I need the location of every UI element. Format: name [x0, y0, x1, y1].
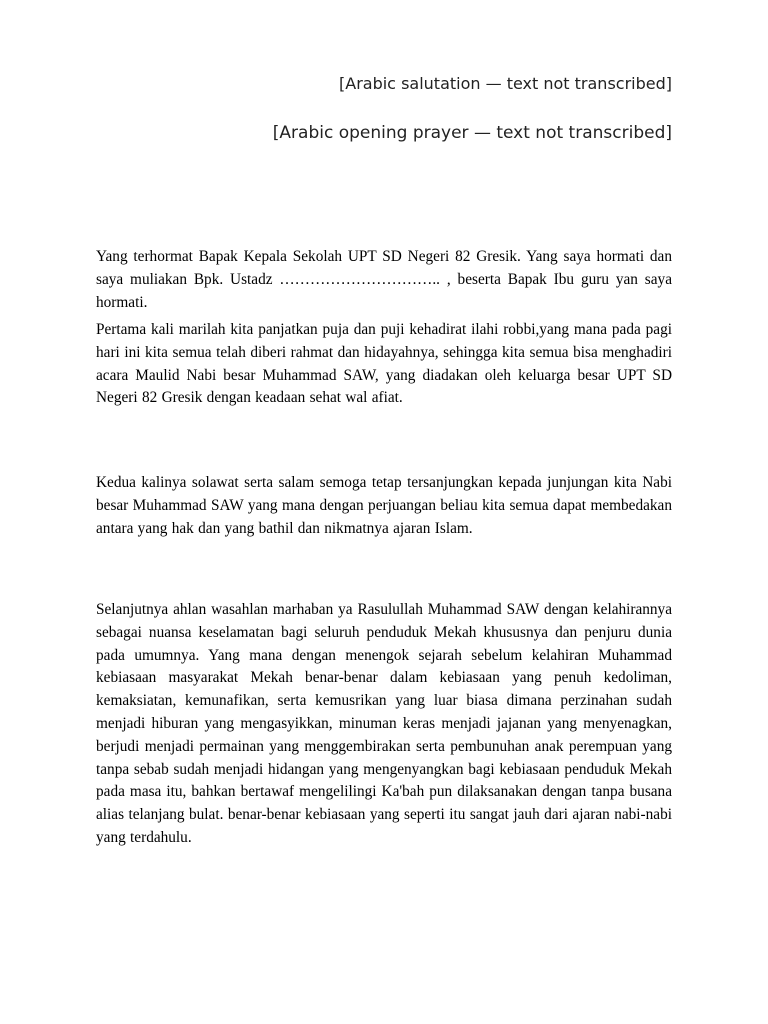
- salutation-paragraph: [96, 246, 672, 314]
- paragraph-text: Pertama kali marilah kita panjatkan puja dan puji kehadirat ilahi robbi,yang mana pada pagi hari ini kita semua telah diberi rahmat dan hidayahnya, sehingga kita semua bisa menghadiri acara Maulid Nabi besar Muhammad SAW, yang diadakan oleh keluarga besar UPT SD Negeri 82 Gresik dengan keadaan sehat wal afiat.: [96, 321, 672, 407]
- arabic-opening-prayer: [Arabic opening prayer — text not transcribed]: [272, 123, 672, 143]
- third-paragraph: [96, 599, 672, 850]
- arabic-greeting: [Arabic salutation — text not transcribed]: [339, 74, 672, 93]
- first-paragraph: [96, 319, 672, 410]
- paragraph-text: Selanjutnya ahlan wasahlan marhaban ya Rasulullah Muhammad SAW dengan kelahirannya sebagai nuansa keselamatan bagi seluruh penduduk Mekah khususnya dan penjuru dunia pada umumnya. Yang mana dengan menengok sejarah sebelum kelahiran Muhammad kebiasaan masyarakat Mekah benar-benar dalam kebiasaan yang penuh kedoliman, kemaksiatan, kemunafikan, serta kemusrikan yang luar biasa dimana perzinahan sudah menjadi hiburan yang mengasyikkan, minuman keras menjadi jajanan yang menyenagkan, berjudi menjadi permainan yang menggembirakan serta pembunuhan anak perempuan yang tanpa sebab sudah menjadi hidangan yang mengenyangkan bagi kebiasaan penduduk Mekah pada masa itu, bahkan bertawaf mengelilingi Ka'bah pun dilaksanakan dengan tanpa busana alias telanjang bulat. benar-benar kebiasaan yang seperti itu sangat jauh dari ajaran nabi-nabi yang terdahulu.: [96, 601, 672, 846]
- second-paragraph: [96, 472, 672, 540]
- paragraph-text: Yang terhormat Bapak Kepala Sekolah UPT SD Negeri 82 Gresik. Yang saya hormati dan saya muliakan Bpk. Ustadz ………………………….. , beserta Bapak Ibu guru yan saya hormati.: [96, 248, 672, 311]
- paragraph-text: Kedua kalinya solawat serta salam semoga tetap tersanjungkan kepada junjungan kita Nabi besar Muhammad SAW yang mana dengan perjuangan beliau kita semua dapat membedakan antara yang hak dan yang bathil dan nikmatnya ajaran Islam.: [96, 474, 672, 537]
